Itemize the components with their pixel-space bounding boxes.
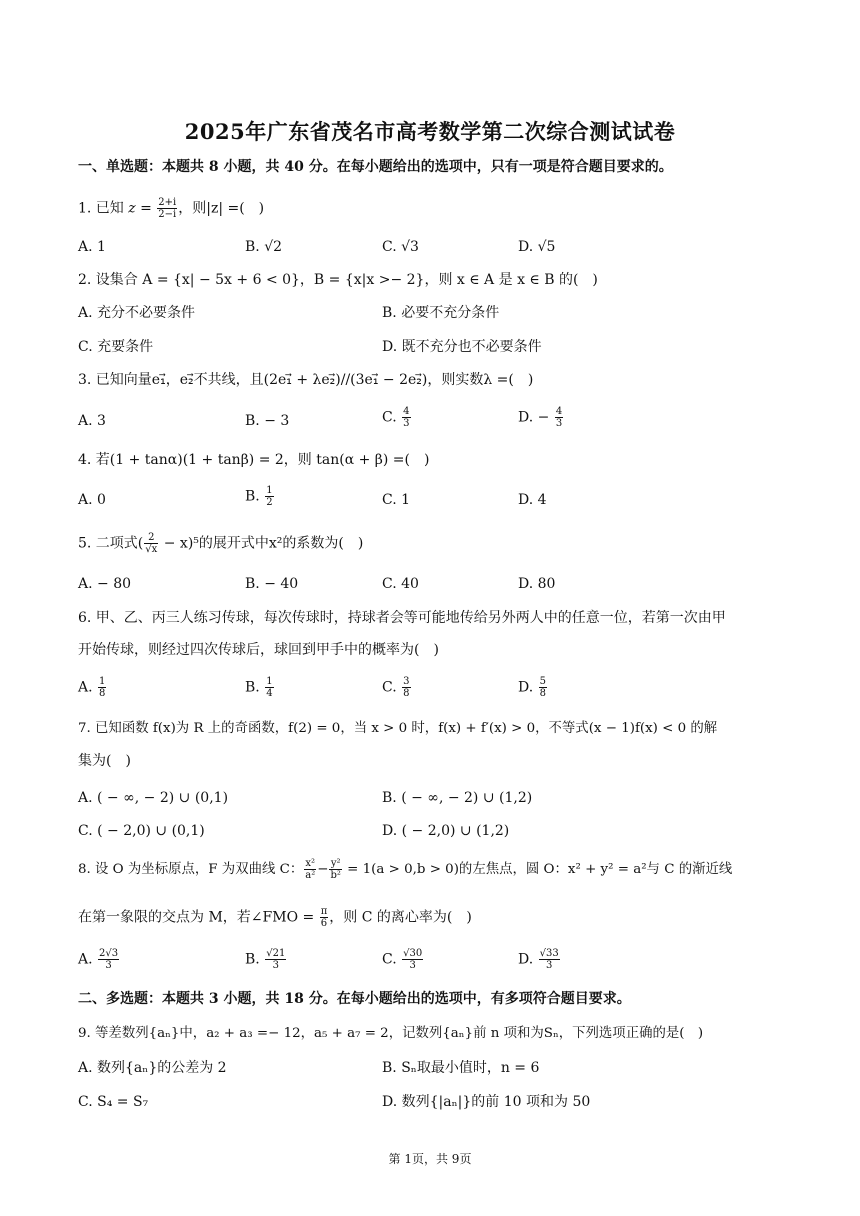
question-1-option-a: A. 1 <box>78 239 106 255</box>
fraction: $\frac{4}{3}$ <box>555 406 563 429</box>
fraction: $\frac{1}{2}$ <box>266 485 273 508</box>
question-7-option-b: B. ( − ∞, − 2) ∪ (1,2) <box>382 790 533 806</box>
question-7-stem-line-2: 集为( ) <box>78 753 131 769</box>
question-4-option-b: B. $\frac{1}{2}$ <box>245 485 273 508</box>
fraction: $\frac{\text{y²}}{\text{b²}}$ <box>330 858 341 881</box>
question-6-option-b: B. $\frac{1}{4}$ <box>245 676 273 699</box>
question-6-stem-line-1: 6. 甲、乙、丙三人练习传球，每次传球时，持球者会等可能地传给另外两人中的任意一位，若第一次由甲 <box>78 610 726 626</box>
question-9-option-a: A. 数列{aₙ}的公差为 2 <box>78 1060 227 1076</box>
question-1-stem: 1. 已知 z = $\frac{2+i}{2-i}$ ，则|z| =( ) <box>78 197 265 220</box>
question-4-option-d: D. 4 <box>518 492 547 508</box>
fraction: $\frac{1}{8}$ <box>99 676 106 699</box>
question-4-option-c: C. 1 <box>382 492 411 508</box>
question-6-option-a: A. $\frac{1}{8}$ <box>78 676 106 699</box>
fraction: $\frac{√21}{3}$ <box>266 948 286 971</box>
question-3-option-a: A. 3 <box>78 413 106 429</box>
section-single-choice-header: 一、单选题：本题共 8 小题，共 40 分。在每小题给出的选项中，只有一项是符合题目要求的。 <box>78 159 673 175</box>
question-5-option-b: B. − 40 <box>245 576 299 592</box>
question-5-option-d: D. 80 <box>518 576 556 592</box>
question-3-option-d: D. − $\frac{4}{3}$ <box>518 406 563 429</box>
question-2-option-d: D. 既不充分也不必要条件 <box>382 339 542 355</box>
question-1-option-b: B. √2 <box>245 239 283 255</box>
fraction: $\frac{√33}{3}$ <box>539 948 559 971</box>
fraction: $\frac{2}{√x}$ <box>145 532 158 555</box>
fraction: $\frac{2+i}{2-i}$ <box>158 197 177 220</box>
question-7-stem-line-1: 7. 已知函数 f(x)为 R 上的奇函数，f(2) = 0，当 x > 0 时，f(x) + f′(x) > 0，不等式(x − 1)f(x) < 0 的解 <box>78 721 718 736</box>
question-6-option-d: D. $\frac{5}{8}$ <box>518 676 547 699</box>
question-8-stem-line-1: 8. 设 O 为坐标原点，F 为双曲线 C： $\frac{\text{x²}}{\text{a²}}$ − $\frac{\text{y²}}{\text{b²}}$ = 1(a > 0,b > 0)的左焦点，圆 O：x² + y² = a²与 C 的渐近线 <box>78 858 733 881</box>
fraction: $\frac{\text{x²}}{\text{a²}}$ <box>305 858 316 881</box>
question-7-option-d: D. ( − 2,0) ∪ (1,2) <box>382 823 510 839</box>
question-1-option-d: D. √5 <box>518 239 556 255</box>
question-3-option-b: B. − 3 <box>245 413 290 429</box>
question-7-option-c: C. ( − 2,0) ∪ (0,1) <box>78 823 205 839</box>
fraction: $\frac{4}{3}$ <box>403 406 410 429</box>
question-9-stem: 9. 等差数列{aₙ}中，a₂ + a₃ =− 12，a₅ + a₇ = 2，记数列{aₙ}前 n 项和为Sₙ，下列选项正确的是( ) <box>78 1026 704 1041</box>
question-4-option-a: A. 0 <box>78 492 106 508</box>
question-4-stem: 4. 若(1 + tanα)(1 + tanβ) = 2，则 tan(α + β) =( ) <box>78 452 430 468</box>
fraction: $\frac{\pi}{6}$ <box>320 906 328 929</box>
question-8-option-a: A. $\frac{2√3}{3}$ <box>78 948 119 971</box>
question-3-stem: 3. 已知向量e₁⃗，e₂⃗不共线，且(2e₁⃗ + λe₂⃗)//(3e₁⃗ − 2e₂⃗)，则实数λ =( ) <box>78 372 534 388</box>
question-6-option-c: C. $\frac{3}{8}$ <box>382 676 410 699</box>
fraction: $\frac{1}{4}$ <box>266 676 273 699</box>
question-2-option-c: C. 充要条件 <box>78 339 154 355</box>
fraction: $\frac{2√3}{3}$ <box>99 948 119 971</box>
question-5-option-a: A. − 80 <box>78 576 132 592</box>
page-footer: 第 1页，共 9页 <box>388 1152 472 1166</box>
fraction: $\frac{5}{8}$ <box>539 676 547 699</box>
fraction: $\frac{3}{8}$ <box>403 676 410 699</box>
question-8-option-b: B. $\frac{√21}{3}$ <box>245 948 286 971</box>
question-2-stem: 2. 设集合 A = {x| − 5x + 6 < 0}，B = {x|x >− 2}，则 x ∈ A 是 x ∈ B 的( ) <box>78 272 598 288</box>
question-5-stem: 5. 二项式( $\frac{2}{√x}$ − x)⁵的展开式中x²的系数为( ) <box>78 532 364 555</box>
question-2-option-a: A. 充分不必要条件 <box>78 305 196 321</box>
question-3-option-c: C. $\frac{4}{3}$ <box>382 406 410 429</box>
question-7-option-a: A. ( − ∞, − 2) ∪ (0,1) <box>78 790 229 806</box>
fraction: $\frac{√30}{3}$ <box>403 948 423 971</box>
question-5-option-c: C. 40 <box>382 576 419 592</box>
question-9-option-d: D. 数列{|aₙ|}的前 10 项和为 50 <box>382 1094 591 1110</box>
question-8-stem-line-2: 在第一象限的交点为 M，若∠FMO = $\frac{\pi}{6}$ ，则 C 的离心率为( ) <box>78 906 472 929</box>
section-multi-choice-header: 二、多选题：本题共 3 小题，共 18 分。在每小题给出的选项中，有多项符合题目要求。 <box>78 991 631 1007</box>
question-8-option-c: C. $\frac{√30}{3}$ <box>382 948 423 971</box>
question-9-option-b: B. Sₙ取最小值时，n = 6 <box>382 1060 540 1076</box>
question-8-option-d: D. $\frac{√33}{3}$ <box>518 948 559 971</box>
question-2-option-b: B. 必要不充分条件 <box>382 305 500 321</box>
page-title: 2025年广东省茂名市高考数学第二次综合测试试卷 <box>184 119 676 144</box>
question-1-option-c: C. √3 <box>382 239 419 255</box>
question-9-option-c: C. S₄ = S₇ <box>78 1094 149 1110</box>
question-6-stem-line-2: 开始传球，则经过四次传球后，球回到甲手中的概率为( ) <box>78 642 439 658</box>
